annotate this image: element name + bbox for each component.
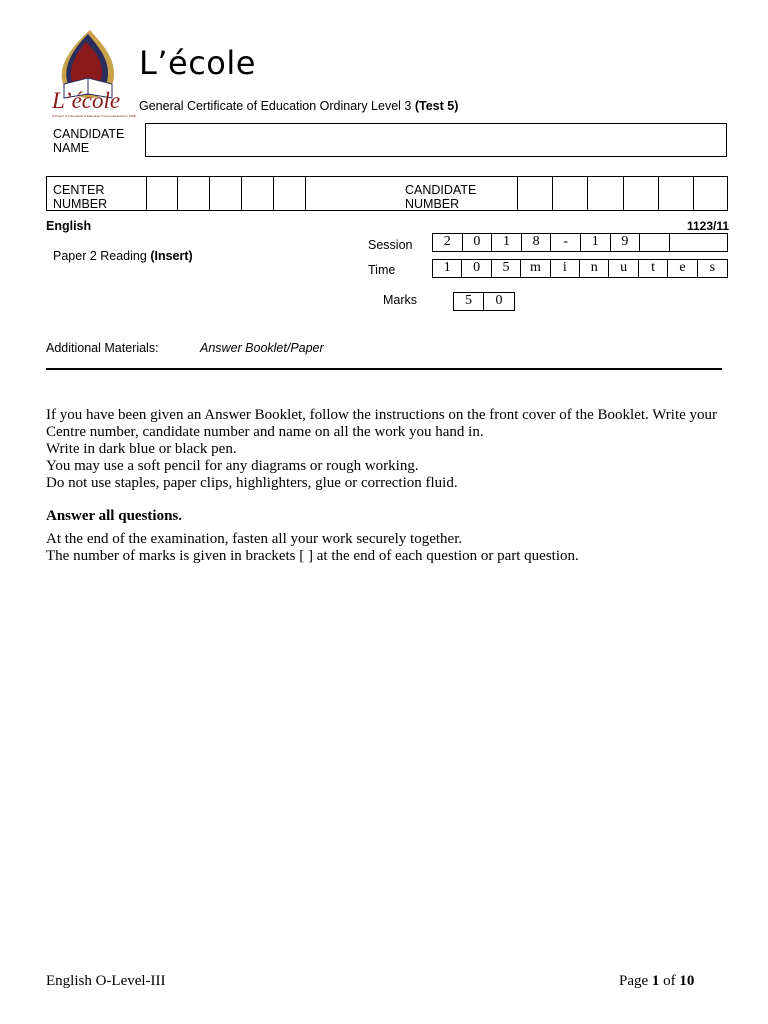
number-row bbox=[46, 176, 728, 211]
footer-page-total: 10 bbox=[679, 973, 695, 989]
exam-subtitle-text: General Certificate of Education Ordinary Level 3 bbox=[139, 99, 412, 113]
session-cell: 9 bbox=[611, 234, 641, 251]
session-cell: 0 bbox=[463, 234, 493, 251]
instruction-line: You may use a soft pencil for any diagrams or rough working. bbox=[46, 458, 419, 474]
instruction-line: Write in dark blue or black pen. bbox=[46, 441, 237, 457]
session-label: Session bbox=[368, 238, 413, 252]
candidate-name-label-line2: NAME bbox=[53, 141, 90, 155]
marks-label: Marks bbox=[383, 293, 418, 307]
time-cell: 5 bbox=[492, 260, 521, 277]
time-cell: t bbox=[639, 260, 668, 277]
session-cell bbox=[640, 234, 670, 251]
time-cell: s bbox=[709, 260, 716, 275]
candidate-name-label-line1: CANDIDATE bbox=[53, 127, 125, 141]
center-number-label bbox=[53, 183, 107, 211]
session-cell: 8 bbox=[522, 234, 552, 251]
instruction-line: At the end of the examination, fasten all your work securely together. bbox=[46, 531, 463, 547]
session-cell: - bbox=[551, 234, 581, 251]
footer-page-num: 1 bbox=[651, 973, 660, 989]
candidate-name-field[interactable] bbox=[145, 123, 727, 157]
exam-subtitle bbox=[139, 99, 458, 113]
paper-code: 1123/11 bbox=[687, 219, 730, 233]
candidate-number-field[interactable] bbox=[518, 177, 728, 210]
time-cell: 0 bbox=[462, 260, 491, 277]
instruction-line: The number of marks is given in brackets [ ] at the end of each question or part question. bbox=[46, 548, 579, 564]
logo-tagline: A Project of Information & Education Trust (established in 1986) bbox=[52, 114, 137, 118]
paper-name-bold: (Insert) bbox=[150, 249, 193, 263]
exam-subtitle-bold: (Test 5) bbox=[414, 99, 459, 113]
instructions-block bbox=[46, 407, 726, 492]
marks-cell: 0 bbox=[495, 293, 503, 308]
brand-title: L’école bbox=[139, 44, 256, 82]
candidate-number-label bbox=[405, 183, 476, 211]
footer-of-word: of bbox=[663, 973, 676, 989]
marks-grid bbox=[453, 292, 515, 311]
session-cell: 1 bbox=[492, 234, 522, 251]
time-label: Time bbox=[368, 263, 396, 277]
candidate-number-label-line2: NUMBER bbox=[405, 197, 460, 211]
center-number-field[interactable] bbox=[147, 177, 305, 210]
materials-label: Additional Materials: bbox=[46, 341, 159, 355]
school-logo bbox=[50, 28, 137, 118]
time-cell: n bbox=[580, 260, 609, 277]
time-cell: i bbox=[551, 260, 580, 277]
marks-cell: 5 bbox=[454, 293, 484, 310]
candidate-name-label bbox=[53, 127, 124, 155]
instruction-line: Do not use staples, paper clips, highlighters, glue or correction fluid. bbox=[46, 475, 458, 491]
logo-wordmark: L’école bbox=[52, 88, 121, 113]
header-divider bbox=[46, 368, 722, 370]
center-number-label-line1: CENTER bbox=[53, 183, 105, 197]
time-cell: u bbox=[609, 260, 638, 277]
instructions-block-2 bbox=[46, 531, 726, 565]
footer-page bbox=[619, 973, 694, 990]
session-cell: 1 bbox=[581, 234, 611, 251]
paper-name bbox=[53, 249, 193, 263]
footer-left: English O-Level-III bbox=[46, 973, 166, 989]
subject-label: English bbox=[46, 219, 92, 233]
candidate-number-label-line1: CANDIDATE bbox=[405, 183, 477, 197]
time-grid bbox=[432, 259, 728, 278]
session-cell bbox=[670, 234, 700, 251]
footer-page-word: Page bbox=[619, 973, 649, 989]
paper-name-text: Paper 2 Reading bbox=[53, 249, 147, 263]
session-cell: 2 bbox=[433, 234, 463, 251]
materials-value: Answer Booklet/Paper bbox=[200, 341, 324, 355]
center-number-label-line2: NUMBER bbox=[53, 197, 108, 211]
time-cell: e bbox=[668, 260, 697, 277]
answer-all-heading: Answer all questions. bbox=[46, 508, 182, 524]
time-cell: 1 bbox=[433, 260, 462, 277]
time-cell: m bbox=[521, 260, 550, 277]
session-grid bbox=[432, 233, 728, 252]
instruction-line: If you have been given an Answer Booklet, follow the instructions on the front cover of the Booklet. Write your Centre number, candidate number and name on all the work you hand in. bbox=[46, 407, 718, 440]
